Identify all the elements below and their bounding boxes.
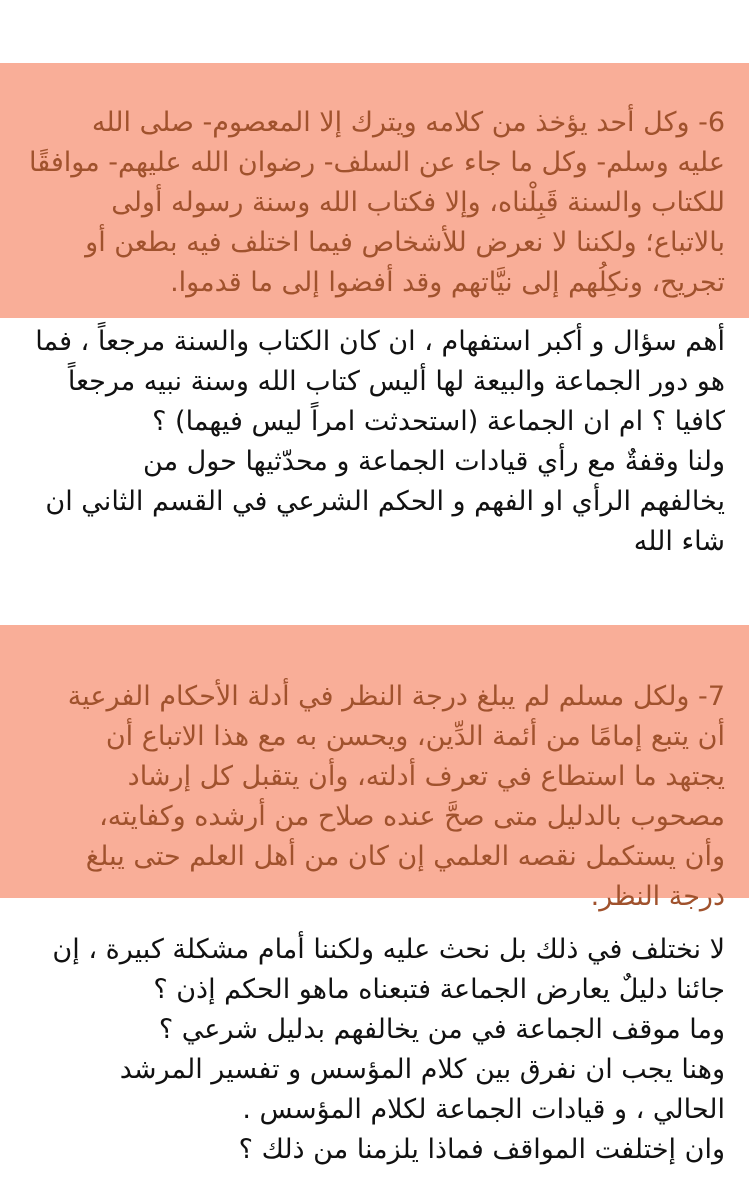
comment-line: جائنا دليلٌ يعارض الجماعة فتبعناه ماهو الحكم إذن ؟ — [153, 974, 725, 1005]
comment-line: كافيا ؟ ام ان الجماعة (استحدثت امراً ليس فيهما) ؟ — [152, 406, 725, 437]
quote-line: وأن يستكمل نقصه العلمي إن كان من أهل العلم حتى يبلغ — [85, 841, 725, 872]
quote-line: للكتاب والسنة قَبِلْناه، وإلا فكتاب الله وسنة رسوله أولى — [111, 187, 725, 218]
quote-line: مصحوب بالدليل متى صحَّ عنده صلاح من أرشده وكفايته، — [99, 801, 725, 832]
comment-line: الحالي ، و قيادات الجماعة لكلام المؤسس . — [242, 1094, 725, 1125]
quoted-principle-7 — [0, 625, 749, 912]
comment-line: وهنا يجب ان نفرق بين كلام المؤسس و تفسير المرشد — [119, 1054, 725, 1085]
quote-line: يجتهد ما استطاع في تعرف أدلته، وأن يتقبل كل إرشاد — [127, 761, 725, 792]
quote-line: تجريح، ونكِلُهم إلى نيَّاتهم وقد أفضوا إلى ما قدموا. — [170, 267, 725, 298]
comment-line: يخالفهم الرأي او الفهم و الحكم الشرعي في القسم الثاني ان — [45, 486, 725, 517]
quote-line: 6- وكل أحد يؤخذ من كلامه ويترك إلا المعصوم- صلى الله — [91, 107, 725, 138]
comment-line: وما موقف الجماعة في من يخالفهم بدليل شرعي ؟ — [158, 1014, 725, 1045]
quote-line: أن يتبع إمامًا من أئمة الدِّين، ويحسن به مع هذا الاتباع أن — [105, 721, 725, 752]
quote-line: درجة النظر. — [590, 881, 725, 912]
comment-line: ولنا وقفةٌ مع رأي قيادات الجماعة و محدّثيها حول من — [143, 446, 725, 477]
quote-line: بالاتباع؛ ولكننا لا نعرض للأشخاص فيما اختلف فيه بطعن أو — [85, 227, 725, 258]
comment-line: هو دور الجماعة والبيعة لها أليس كتاب الله وسنة نبيه مرجعاً — [67, 366, 725, 397]
comment-line: وان إختلفت المواقف فماذا يلزمنا من ذلك ؟ — [238, 1134, 725, 1165]
comment-line: شاء الله — [633, 526, 725, 557]
comment-line: لا نختلف في ذلك بل نحث عليه ولكننا أمام مشكلة كبيرة ، إن — [52, 934, 725, 965]
quoted-principle-6 — [0, 63, 749, 318]
quote-line: عليه وسلم- وكل ما جاء عن السلف- رضوان الله عليهم- موافقًا — [28, 147, 725, 178]
commentary-2 — [0, 930, 749, 1200]
quote-line: 7- ولكل مسلم لم يبلغ درجة النظر في أدلة الأحكام الفرعية — [67, 681, 725, 712]
comment-line: أهم سؤال و أكبر استفهام ، ان كان الكتاب والسنة مرجعاً ، فما — [35, 326, 725, 357]
commentary-1 — [0, 322, 749, 572]
